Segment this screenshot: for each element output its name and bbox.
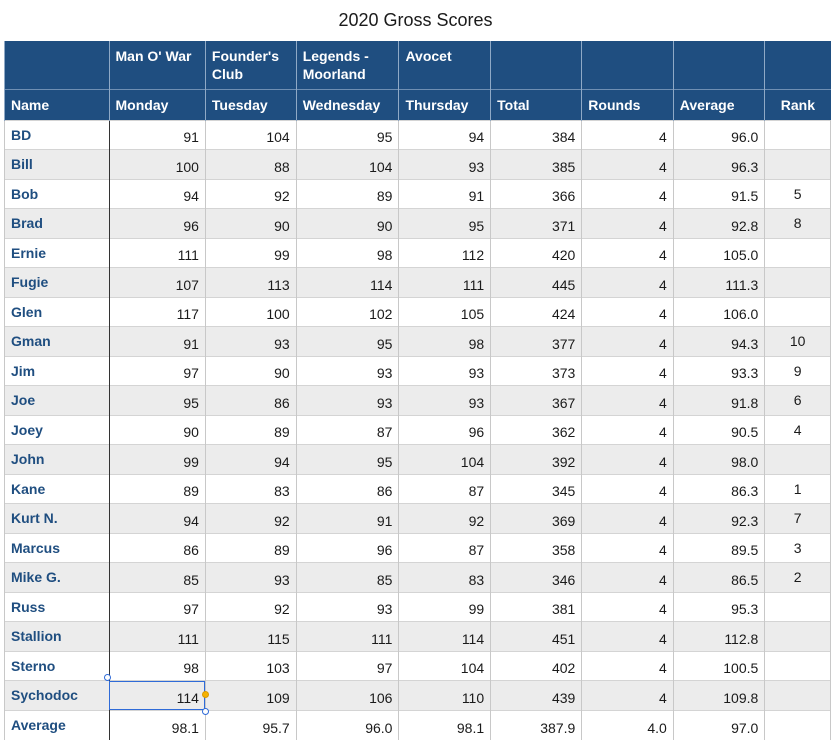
cell-rounds[interactable]: 4 xyxy=(582,150,673,180)
cell-rank[interactable] xyxy=(765,120,831,150)
table-row xyxy=(5,563,831,593)
cell-name[interactable]: John xyxy=(5,445,110,475)
cell-average[interactable]: 96.0 xyxy=(673,120,765,150)
cell-tuesday[interactable]: 86 xyxy=(205,386,296,416)
cell-monday[interactable]: 90 xyxy=(109,415,205,445)
table-row xyxy=(5,592,831,622)
cell-tuesday[interactable]: 99 xyxy=(205,238,296,268)
cell-wednesday[interactable]: 104 xyxy=(296,150,399,180)
cell-name[interactable]: Russ xyxy=(5,592,110,622)
cell-monday[interactable]: 89 xyxy=(109,474,205,504)
cell-total[interactable]: 362 xyxy=(491,415,582,445)
cell-total[interactable]: 346 xyxy=(491,563,582,593)
cell-total[interactable]: 345 xyxy=(491,474,582,504)
table-row xyxy=(5,651,831,681)
cell-wednesday[interactable]: 95 xyxy=(296,327,399,357)
table-row xyxy=(5,327,831,357)
cell-tuesday[interactable]: 93 xyxy=(205,327,296,357)
cell-average[interactable]: 95.3 xyxy=(673,592,765,622)
cell-total[interactable]: 402 xyxy=(491,651,582,681)
cell-total[interactable]: 381 xyxy=(491,592,582,622)
cell-thursday[interactable]: 83 xyxy=(399,563,491,593)
table-row xyxy=(5,120,831,150)
table-row xyxy=(5,209,831,239)
cell-average[interactable]: 92.3 xyxy=(673,504,765,534)
cell-name[interactable]: Bob xyxy=(5,179,110,209)
cell-thursday[interactable]: 92 xyxy=(399,504,491,534)
cell-tuesday[interactable]: 113 xyxy=(205,268,296,298)
cell-name[interactable]: Gman xyxy=(5,327,110,357)
cell-rounds[interactable]: 4 xyxy=(582,651,673,681)
table-row xyxy=(5,415,831,445)
gross-scores-table xyxy=(4,41,831,740)
cell-name[interactable]: Glen xyxy=(5,297,110,327)
cell-thursday[interactable]: 93 xyxy=(399,386,491,416)
cell-rounds[interactable]: 4.0 xyxy=(582,710,673,740)
column-header-thursday[interactable]: Thursday xyxy=(399,89,491,120)
cell-monday[interactable]: 86 xyxy=(109,533,205,563)
cell-name[interactable]: Bill xyxy=(5,150,110,180)
cell-rank[interactable] xyxy=(765,710,831,740)
header-course-cell[interactable]: Avocet xyxy=(399,41,491,89)
table-row xyxy=(5,268,831,298)
cell-wednesday[interactable]: 85 xyxy=(296,563,399,593)
cell-rounds[interactable]: 4 xyxy=(582,533,673,563)
column-header-monday[interactable]: Monday xyxy=(109,89,205,120)
cell-name[interactable]: Stallion xyxy=(5,622,110,652)
cell-name[interactable]: Average xyxy=(5,710,110,740)
cell-total[interactable]: 385 xyxy=(491,150,582,180)
cell-average[interactable]: 94.3 xyxy=(673,327,765,357)
cell-rank[interactable] xyxy=(765,592,831,622)
cell-thursday[interactable]: 114 xyxy=(399,622,491,652)
header-course-cell[interactable] xyxy=(765,41,831,89)
cell-thursday[interactable]: 110 xyxy=(399,681,491,711)
cell-rounds[interactable]: 4 xyxy=(582,474,673,504)
cell-wednesday[interactable]: 93 xyxy=(296,592,399,622)
column-header-wednesday[interactable]: Wednesday xyxy=(296,89,399,120)
cell-wednesday[interactable]: 106 xyxy=(296,681,399,711)
cell-thursday[interactable]: 105 xyxy=(399,297,491,327)
cell-total[interactable]: 387.9 xyxy=(491,710,582,740)
table-row xyxy=(5,150,831,180)
cell-rounds[interactable]: 4 xyxy=(582,297,673,327)
cell-rank[interactable]: 9 xyxy=(765,356,831,386)
cell-rank[interactable]: 5 xyxy=(765,179,831,209)
average-row xyxy=(5,710,831,740)
cell-name[interactable]: BD xyxy=(5,120,110,150)
cell-wednesday[interactable]: 111 xyxy=(296,622,399,652)
cell-average[interactable]: 93.3 xyxy=(673,356,765,386)
cell-thursday[interactable]: 87 xyxy=(399,533,491,563)
cell-rank[interactable] xyxy=(765,238,831,268)
table-row xyxy=(5,445,831,475)
cell-wednesday[interactable]: 89 xyxy=(296,179,399,209)
cell-rounds[interactable]: 4 xyxy=(582,445,673,475)
cell-rank[interactable] xyxy=(765,150,831,180)
cell-rounds[interactable]: 4 xyxy=(582,415,673,445)
table-row xyxy=(5,533,831,563)
cell-tuesday[interactable]: 89 xyxy=(205,415,296,445)
cell-total[interactable]: 367 xyxy=(491,386,582,416)
cell-thursday[interactable]: 93 xyxy=(399,150,491,180)
cell-name[interactable]: Sterno xyxy=(5,651,110,681)
cell-rounds[interactable]: 4 xyxy=(582,356,673,386)
cell-tuesday[interactable]: 83 xyxy=(205,474,296,504)
cell-rank[interactable] xyxy=(765,622,831,652)
column-header-tuesday[interactable]: Tuesday xyxy=(205,89,296,120)
cell-thursday[interactable]: 87 xyxy=(399,474,491,504)
header-course-cell[interactable]: Founder's Club xyxy=(205,41,296,89)
cell-rank[interactable]: 10 xyxy=(765,327,831,357)
cell-total[interactable]: 371 xyxy=(491,209,582,239)
cell-wednesday[interactable]: 93 xyxy=(296,356,399,386)
cell-total[interactable]: 358 xyxy=(491,533,582,563)
cell-monday[interactable]: 117 xyxy=(109,297,205,327)
column-header-rank[interactable]: Rank xyxy=(765,89,831,120)
cell-total[interactable]: 439 xyxy=(491,681,582,711)
table-row xyxy=(5,238,831,268)
cell-rounds[interactable]: 4 xyxy=(582,504,673,534)
cell-rounds[interactable]: 4 xyxy=(582,681,673,711)
cell-rank[interactable] xyxy=(765,651,831,681)
cell-average[interactable]: 90.5 xyxy=(673,415,765,445)
cell-monday[interactable]: 94 xyxy=(109,504,205,534)
cell-thursday[interactable]: 98.1 xyxy=(399,710,491,740)
cell-name[interactable]: Jim xyxy=(5,356,110,386)
cell-total[interactable]: 451 xyxy=(491,622,582,652)
cell-rounds[interactable]: 4 xyxy=(582,179,673,209)
cell-average[interactable]: 111.3 xyxy=(673,268,765,298)
cell-tuesday[interactable]: 88 xyxy=(205,150,296,180)
header-row-columns xyxy=(5,89,831,120)
cell-wednesday[interactable]: 102 xyxy=(296,297,399,327)
cell-thursday[interactable]: 96 xyxy=(399,415,491,445)
table-body xyxy=(5,120,831,740)
cell-rounds[interactable]: 4 xyxy=(582,120,673,150)
cell-monday[interactable]: 107 xyxy=(109,268,205,298)
cell-name[interactable]: Kurt N. xyxy=(5,504,110,534)
cell-name[interactable]: Brad xyxy=(5,209,110,239)
cell-monday[interactable]: 95 xyxy=(109,386,205,416)
cell-total[interactable]: 392 xyxy=(491,445,582,475)
cell-thursday[interactable]: 104 xyxy=(399,651,491,681)
cell-monday[interactable]: 85 xyxy=(109,563,205,593)
selected-cell-monday[interactable]: 114 xyxy=(109,681,205,711)
cell-thursday[interactable]: 98 xyxy=(399,327,491,357)
cell-name[interactable]: Joey xyxy=(5,415,110,445)
cell-tuesday[interactable]: 104 xyxy=(205,120,296,150)
table-row xyxy=(5,179,831,209)
cell-thursday[interactable]: 104 xyxy=(399,445,491,475)
cell-monday[interactable]: 100 xyxy=(109,150,205,180)
column-header-average[interactable]: Average xyxy=(673,89,765,120)
cell-thursday[interactable]: 99 xyxy=(399,592,491,622)
cell-tuesday[interactable]: 93 xyxy=(205,563,296,593)
cell-rounds[interactable]: 4 xyxy=(582,386,673,416)
cell-wednesday[interactable]: 90 xyxy=(296,209,399,239)
header-course-cell[interactable] xyxy=(582,41,673,89)
cell-wednesday[interactable]: 114 xyxy=(296,268,399,298)
cell-wednesday[interactable]: 86 xyxy=(296,474,399,504)
cell-total[interactable]: 373 xyxy=(491,356,582,386)
sheet-title: 2020 Gross Scores xyxy=(338,10,493,30)
table-row xyxy=(5,474,831,504)
cell-average[interactable]: 112.8 xyxy=(673,622,765,652)
cell-average[interactable]: 105.0 xyxy=(673,238,765,268)
cell-thursday[interactable]: 91 xyxy=(399,179,491,209)
cell-monday[interactable]: 91 xyxy=(109,327,205,357)
cell-wednesday[interactable]: 96 xyxy=(296,533,399,563)
cell-rank[interactable] xyxy=(765,268,831,298)
header-course-cell[interactable] xyxy=(491,41,582,89)
cell-tuesday[interactable]: 90 xyxy=(205,356,296,386)
cell-average[interactable]: 106.0 xyxy=(673,297,765,327)
header-row-courses xyxy=(5,41,831,89)
header-course-cell[interactable]: Legends - Moorland xyxy=(296,41,399,89)
cell-rounds[interactable]: 4 xyxy=(582,238,673,268)
cell-rank[interactable]: 2 xyxy=(765,563,831,593)
cell-monday[interactable]: 98.1 xyxy=(109,710,205,740)
cell-thursday[interactable]: 111 xyxy=(399,268,491,298)
cell-rank[interactable] xyxy=(765,445,831,475)
cell-wednesday[interactable]: 95 xyxy=(296,120,399,150)
cell-rounds[interactable]: 4 xyxy=(582,563,673,593)
cell-average[interactable]: 92.8 xyxy=(673,209,765,239)
cell-tuesday[interactable]: 89 xyxy=(205,533,296,563)
cell-name[interactable]: Ernie xyxy=(5,238,110,268)
cell-tuesday[interactable]: 109 xyxy=(205,681,296,711)
cell-tuesday[interactable]: 92 xyxy=(205,504,296,534)
cell-total[interactable]: 366 xyxy=(491,179,582,209)
cell-rounds[interactable]: 4 xyxy=(582,327,673,357)
cell-name[interactable]: Fugie xyxy=(5,268,110,298)
cell-name[interactable]: Kane xyxy=(5,474,110,504)
cell-wednesday[interactable]: 96.0 xyxy=(296,710,399,740)
header-course-cell[interactable] xyxy=(673,41,765,89)
cell-monday[interactable]: 96 xyxy=(109,209,205,239)
cell-rank[interactable]: 1 xyxy=(765,474,831,504)
cell-total[interactable]: 384 xyxy=(491,120,582,150)
table-row xyxy=(5,356,831,386)
cell-average[interactable]: 86.3 xyxy=(673,474,765,504)
cell-wednesday[interactable]: 95 xyxy=(296,445,399,475)
cell-tuesday[interactable]: 100 xyxy=(205,297,296,327)
table-row xyxy=(5,386,831,416)
cell-rank[interactable]: 4 xyxy=(765,415,831,445)
cell-monday[interactable]: 91 xyxy=(109,120,205,150)
cell-average[interactable]: 96.3 xyxy=(673,150,765,180)
cell-monday[interactable]: 98 xyxy=(109,651,205,681)
cell-tuesday[interactable]: 92 xyxy=(205,592,296,622)
cell-tuesday[interactable]: 94 xyxy=(205,445,296,475)
cell-rank[interactable] xyxy=(765,297,831,327)
cell-tuesday[interactable]: 92 xyxy=(205,179,296,209)
header-course-cell[interactable] xyxy=(5,41,110,89)
cell-rounds[interactable]: 4 xyxy=(582,622,673,652)
cell-name[interactable]: Joe xyxy=(5,386,110,416)
table-row xyxy=(5,297,831,327)
cell-wednesday[interactable]: 93 xyxy=(296,386,399,416)
cell-rank[interactable]: 8 xyxy=(765,209,831,239)
cell-monday[interactable]: 111 xyxy=(109,622,205,652)
cell-average[interactable]: 109.8 xyxy=(673,681,765,711)
cell-tuesday[interactable]: 103 xyxy=(205,651,296,681)
column-header-rounds[interactable]: Rounds xyxy=(582,89,673,120)
cell-average[interactable]: 98.0 xyxy=(673,445,765,475)
table-row xyxy=(5,622,831,652)
cell-monday[interactable]: 97 xyxy=(109,592,205,622)
cell-total[interactable]: 424 xyxy=(491,297,582,327)
column-header-name[interactable]: Name xyxy=(5,89,110,120)
cell-rounds[interactable]: 4 xyxy=(582,592,673,622)
cell-average[interactable]: 100.5 xyxy=(673,651,765,681)
column-header-total[interactable]: Total xyxy=(491,89,582,120)
cell-average[interactable]: 91.8 xyxy=(673,386,765,416)
cell-rounds[interactable]: 4 xyxy=(582,209,673,239)
cell-thursday[interactable]: 112 xyxy=(399,238,491,268)
cell-average[interactable]: 89.5 xyxy=(673,533,765,563)
cell-rank[interactable] xyxy=(765,681,831,711)
cell-thursday[interactable]: 95 xyxy=(399,209,491,239)
cell-total[interactable]: 445 xyxy=(491,268,582,298)
table-row xyxy=(5,504,831,534)
cell-rank[interactable]: 7 xyxy=(765,504,831,534)
cell-tuesday[interactable]: 90 xyxy=(205,209,296,239)
cell-wednesday[interactable]: 97 xyxy=(296,651,399,681)
cell-average[interactable]: 97.0 xyxy=(673,710,765,740)
cell-total[interactable]: 369 xyxy=(491,504,582,534)
cell-rank[interactable]: 6 xyxy=(765,386,831,416)
cell-name[interactable]: Marcus xyxy=(5,533,110,563)
table-row xyxy=(5,681,831,711)
cell-wednesday[interactable]: 87 xyxy=(296,415,399,445)
cell-monday[interactable]: 99 xyxy=(109,445,205,475)
cell-wednesday[interactable]: 98 xyxy=(296,238,399,268)
cell-average[interactable]: 91.5 xyxy=(673,179,765,209)
header-course-cell[interactable]: Man O' War xyxy=(109,41,205,89)
cell-monday[interactable]: 111 xyxy=(109,238,205,268)
cell-monday[interactable]: 97 xyxy=(109,356,205,386)
cell-average[interactable]: 86.5 xyxy=(673,563,765,593)
cell-total[interactable]: 420 xyxy=(491,238,582,268)
cell-wednesday[interactable]: 91 xyxy=(296,504,399,534)
cell-rank[interactable]: 3 xyxy=(765,533,831,563)
cell-tuesday[interactable]: 95.7 xyxy=(205,710,296,740)
cell-thursday[interactable]: 93 xyxy=(399,356,491,386)
cell-name[interactable]: Sychodoc xyxy=(5,681,110,711)
cell-monday[interactable]: 94 xyxy=(109,179,205,209)
cell-total[interactable]: 377 xyxy=(491,327,582,357)
cell-name[interactable]: Mike G. xyxy=(5,563,110,593)
cell-rounds[interactable]: 4 xyxy=(582,268,673,298)
cell-thursday[interactable]: 94 xyxy=(399,120,491,150)
cell-tuesday[interactable]: 115 xyxy=(205,622,296,652)
